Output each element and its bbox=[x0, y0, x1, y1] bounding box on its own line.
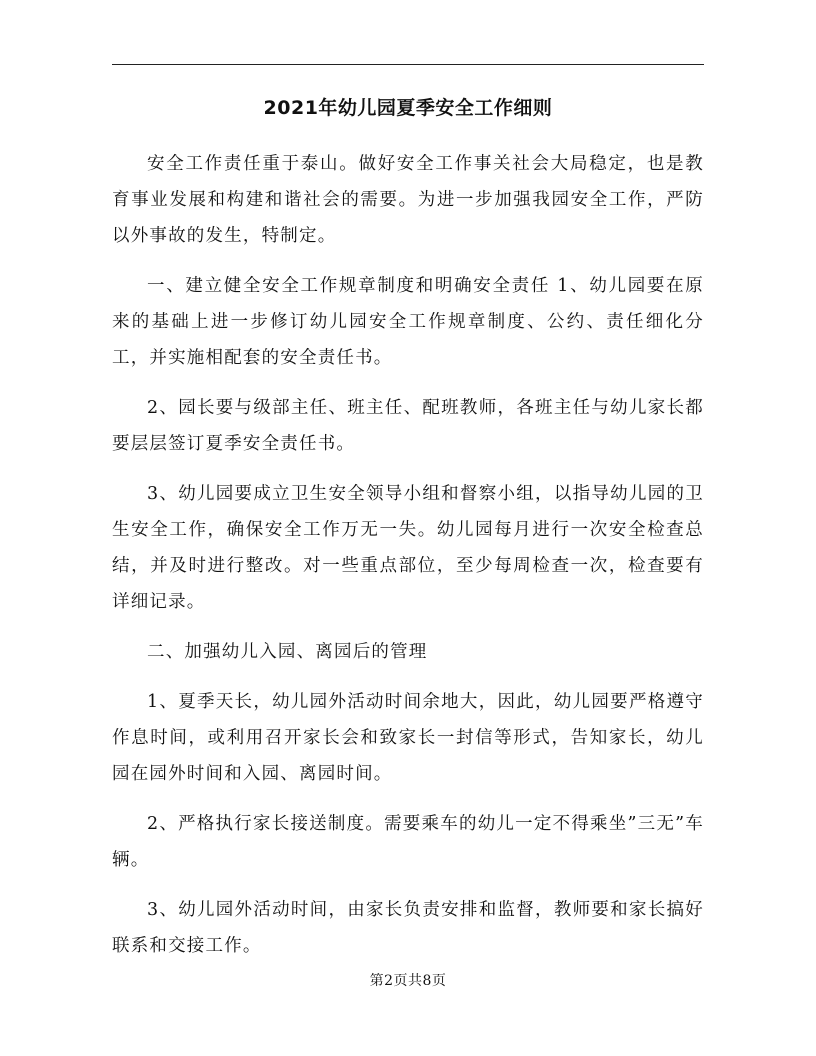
paragraph: 2、园长要与级部主任、班主任、配班教师，各班主任与幼儿家长都要层层签订夏季安全责任书。 bbox=[112, 398, 704, 454]
page-number-footer: 第2页共8页 bbox=[369, 973, 447, 989]
paragraph: 安全工作责任重于泰山。做好安全工作事关社会大局稳定，也是教育事业发展和构建和谐社会的需要。为进一步加强我园安全工作，严防以外事故的发生，特制定。 bbox=[112, 154, 704, 246]
header-rule bbox=[112, 64, 704, 65]
paragraph: 一、建立健全安全工作规章制度和明确安全责任 1、幼儿园要在原来的基础上进一步修订幼儿园安全工作规章制度、公约、责任细化分工，并实施相配套的安全责任书。 bbox=[112, 276, 704, 368]
paragraph: 3、幼儿园要成立卫生安全领导小组和督察小组，以指导幼儿园的卫生安全工作，确保安全工作万无一失。幼儿园每月进行一次安全检查总结，并及时进行整改。对一些重点部位，至少每周检查一次，检查要有详细记录。 bbox=[112, 484, 704, 612]
paragraph: 2、严格执行家长接送制度。需要乘车的幼儿一定不得乘坐”三无”车辆。 bbox=[112, 814, 704, 870]
paragraph: 1、夏季天长，幼儿园外活动时间余地大，因此，幼儿园要严格遵守作息时间，或利用召开家长会和致家长一封信等形式，告知家长，幼儿园在园外时间和入园、离园时间。 bbox=[112, 692, 704, 784]
document-title: 2021年幼儿园夏季安全工作细则 bbox=[263, 97, 553, 119]
paragraph: 3、幼儿园外活动时间，由家长负责安排和监督，教师要和家长搞好联系和交接工作。 bbox=[112, 900, 704, 956]
document-body bbox=[112, 146, 704, 978]
section-heading: 二、加强幼儿入园、离园后的管理 bbox=[147, 642, 428, 662]
